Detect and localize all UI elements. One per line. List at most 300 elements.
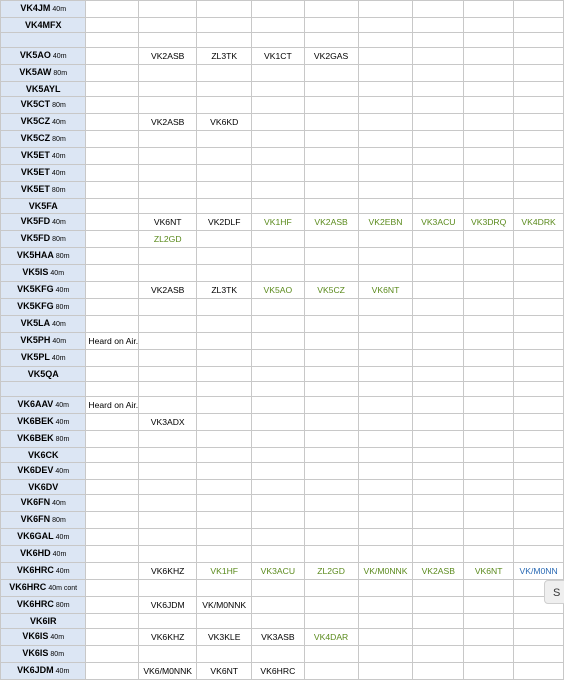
- callsign: VK5FD: [20, 216, 51, 226]
- contact-cell: [514, 1, 564, 18]
- contact-cell: [514, 299, 564, 316]
- contact-cell: [304, 148, 358, 165]
- note-cell: [86, 495, 139, 512]
- band-label: 40m cont: [48, 585, 78, 592]
- contact-cell: [413, 463, 464, 480]
- contact-cell: [358, 382, 413, 397]
- contact-cell: [464, 18, 514, 33]
- contact-cell: [304, 512, 358, 529]
- contact-cell: [514, 65, 564, 82]
- contact-cell: [252, 248, 304, 265]
- contact-cell: [197, 299, 252, 316]
- callsign: VK5LA: [20, 318, 51, 328]
- callsign-cell: [1, 82, 86, 97]
- contact-cell: [464, 82, 514, 97]
- contact-cell: [304, 82, 358, 97]
- table-row: [1, 65, 564, 82]
- contact-cell: [139, 512, 197, 529]
- contact-cell: VK2ASB: [139, 114, 197, 131]
- contact-cell: [413, 663, 464, 680]
- note-cell: [86, 367, 139, 382]
- band-label: 40m: [52, 500, 66, 507]
- callsign: VK5AW: [19, 67, 52, 77]
- band-label: 40m: [52, 551, 67, 558]
- contact-cell: [514, 414, 564, 431]
- contact-cell: [464, 350, 514, 367]
- contact-cell: [464, 199, 514, 214]
- table-row: [1, 333, 564, 350]
- contact-cell: [413, 646, 464, 663]
- contact-cell: [514, 350, 564, 367]
- contact-cell: [304, 1, 358, 18]
- callsign-cell: [1, 663, 86, 680]
- band-label: 40m: [55, 468, 70, 475]
- contact-cell: [197, 495, 252, 512]
- contact-cell: [514, 614, 564, 629]
- table-row: [1, 397, 564, 414]
- callsign: VK6FN: [20, 497, 51, 507]
- contact-cell: [464, 397, 514, 414]
- contact-cell: [464, 182, 514, 199]
- contact-cell: [358, 18, 413, 33]
- contact-cell: [139, 65, 197, 82]
- contact-cell: [464, 1, 514, 18]
- contact-cell: [197, 414, 252, 431]
- table-row: [1, 382, 564, 397]
- note-cell: [86, 299, 139, 316]
- contact-cell: [514, 480, 564, 495]
- contact-cell: [252, 480, 304, 495]
- contact-cell: [252, 82, 304, 97]
- contact-cell: [464, 463, 514, 480]
- contact-cell: [252, 614, 304, 629]
- callsign: VK5PL: [20, 352, 50, 362]
- contact-cell: VK2EBN: [358, 214, 413, 231]
- table-row: [1, 546, 564, 563]
- note-cell: [86, 1, 139, 18]
- contact-cell: VK1HF: [197, 563, 252, 580]
- contact-cell: [139, 333, 197, 350]
- note-cell: [86, 448, 139, 463]
- contact-cell: [197, 448, 252, 463]
- contact-cell: [358, 231, 413, 248]
- contact-cell: [252, 299, 304, 316]
- callsign-cell: [1, 333, 86, 350]
- contact-cell: [304, 97, 358, 114]
- contact-cell: [413, 1, 464, 18]
- contact-cell: [464, 148, 514, 165]
- callsign-cell: [1, 563, 86, 580]
- contact-cell: [413, 282, 464, 299]
- contact-cell: [139, 382, 197, 397]
- contact-cell: VK3DRQ: [464, 214, 514, 231]
- contact-cell: [139, 182, 197, 199]
- contact-cell: [197, 382, 252, 397]
- contact-cell: [413, 114, 464, 131]
- contact-cell: [139, 97, 197, 114]
- contact-cell: [514, 546, 564, 563]
- note-cell: [86, 397, 139, 414]
- contact-cell: [413, 629, 464, 646]
- contact-cell: [197, 333, 252, 350]
- contact-cell: [358, 248, 413, 265]
- contact-cell: [514, 431, 564, 448]
- note-cell: [86, 333, 139, 350]
- callsign: VK5IS: [22, 267, 49, 277]
- band-label: 80m: [55, 602, 70, 609]
- callsign-cell: [1, 282, 86, 299]
- callsign-cell: [1, 214, 86, 231]
- contact-cell: [413, 546, 464, 563]
- band-label: 80m: [55, 436, 70, 443]
- contact-cell: VK4DAR: [304, 629, 358, 646]
- callsign: VK6HRC: [16, 599, 54, 609]
- band-label: 80m: [53, 70, 68, 77]
- contact-cell: [304, 265, 358, 282]
- contact-cell: [464, 231, 514, 248]
- contact-cell: [413, 480, 464, 495]
- table-row: [1, 350, 564, 367]
- contact-cell: [358, 463, 413, 480]
- contact-cell: [358, 367, 413, 382]
- contact-cell: [358, 333, 413, 350]
- contact-cell: [514, 463, 564, 480]
- table-row: [1, 431, 564, 448]
- note-cell: [86, 165, 139, 182]
- contact-cell: VK2DLF: [197, 214, 252, 231]
- contact-cell: [413, 199, 464, 214]
- band-label: 80m: [55, 253, 70, 260]
- contact-cell: [358, 448, 413, 463]
- contact-cell: [464, 529, 514, 546]
- contact-cell: [413, 333, 464, 350]
- contact-cell: [413, 367, 464, 382]
- contact-cell: [464, 663, 514, 680]
- table-row: [1, 231, 564, 248]
- callsign-cell: [1, 597, 86, 614]
- table-row: [1, 248, 564, 265]
- contact-cell: [413, 97, 464, 114]
- note-cell: [86, 463, 139, 480]
- callsign-cell: [1, 397, 86, 414]
- contact-cell: [358, 33, 413, 48]
- contact-cell: [514, 199, 564, 214]
- contact-cell: VK3ASB: [252, 629, 304, 646]
- callsign-cell: [1, 367, 86, 382]
- callsign-cell: [1, 448, 86, 463]
- contact-cell: [304, 248, 358, 265]
- contact-cell: VK1CT: [252, 48, 304, 65]
- contact-cell: [464, 114, 514, 131]
- contact-cell: [139, 350, 197, 367]
- contact-cell: [358, 165, 413, 182]
- table-row: [1, 48, 564, 65]
- contact-cell: [197, 546, 252, 563]
- contact-cell: [413, 529, 464, 546]
- callsign: VK5AYL: [25, 84, 61, 94]
- table-row: [1, 82, 564, 97]
- contact-cell: [514, 131, 564, 148]
- table-row: [1, 495, 564, 512]
- contact-cell: [413, 148, 464, 165]
- contact-cell: [139, 33, 197, 48]
- contact-cell: [197, 248, 252, 265]
- callsign-cell: [1, 382, 86, 397]
- contact-cell: [197, 350, 252, 367]
- contact-cell: [304, 448, 358, 463]
- note-cell: [86, 48, 139, 65]
- callsign: VK6GAL: [17, 531, 54, 541]
- contact-cell: VK3ADX: [139, 414, 197, 431]
- callsign-cell: [1, 299, 86, 316]
- note-cell: [86, 148, 139, 165]
- table-row: [1, 367, 564, 382]
- note-cell: [86, 480, 139, 495]
- contact-cell: [252, 131, 304, 148]
- contact-cell: [413, 182, 464, 199]
- contact-cell: [252, 165, 304, 182]
- table-row: [1, 282, 564, 299]
- contact-cell: [197, 480, 252, 495]
- contact-cell: [358, 646, 413, 663]
- contact-cell: [252, 316, 304, 333]
- band-label: 40m: [55, 534, 70, 541]
- contact-cell: [304, 299, 358, 316]
- callsign-cell: [1, 65, 86, 82]
- contact-cell: [358, 663, 413, 680]
- note-cell: [86, 529, 139, 546]
- contact-cell: [413, 431, 464, 448]
- callsign-cell: [1, 165, 86, 182]
- contact-cell: [304, 663, 358, 680]
- contact-cell: VK5CZ: [304, 282, 358, 299]
- contact-cell: [252, 646, 304, 663]
- band-label: 40m: [52, 6, 67, 13]
- contact-cell: [413, 448, 464, 463]
- contact-cell: [358, 580, 413, 597]
- contact-cell: [252, 397, 304, 414]
- note-cell: [86, 546, 139, 563]
- contact-cell: [413, 48, 464, 65]
- note-text: Heard on Air.: [88, 400, 139, 410]
- contact-cell: [358, 299, 413, 316]
- contact-cell: [358, 65, 413, 82]
- contact-cell: [514, 663, 564, 680]
- callsign: VK5FA: [28, 201, 58, 211]
- table-row: [1, 18, 564, 33]
- contact-cell: VK4DRK: [514, 214, 564, 231]
- callsign: VK6BEK: [17, 433, 54, 443]
- contact-cell: [358, 480, 413, 495]
- contact-cell: [139, 248, 197, 265]
- contact-cell: [252, 463, 304, 480]
- contact-cell: [464, 480, 514, 495]
- contact-cell: [464, 512, 514, 529]
- contact-cell: [304, 65, 358, 82]
- note-cell: [86, 316, 139, 333]
- contact-cell: [197, 33, 252, 48]
- contact-cell: VK/M0NNK: [197, 597, 252, 614]
- contact-cell: VK3KLE: [197, 629, 252, 646]
- band-label: 80m: [55, 304, 70, 311]
- contact-cell: ZL2GD: [304, 563, 358, 580]
- contact-cell: [252, 529, 304, 546]
- contact-cell: [358, 131, 413, 148]
- contact-cell: [358, 614, 413, 629]
- contact-cell: [464, 48, 514, 65]
- contact-cell: [304, 414, 358, 431]
- callsign: VK6HD: [20, 548, 51, 558]
- contact-cell: [514, 231, 564, 248]
- contact-cell: [413, 33, 464, 48]
- callsign: VK6DEV: [17, 465, 54, 475]
- table-row: [1, 199, 564, 214]
- contact-cell: [252, 382, 304, 397]
- contact-cell: [139, 480, 197, 495]
- contact-cell: [197, 1, 252, 18]
- contact-cell: [139, 18, 197, 33]
- contact-cell: [514, 248, 564, 265]
- contact-cell: [413, 495, 464, 512]
- contact-cell: [252, 199, 304, 214]
- contact-cell: [464, 33, 514, 48]
- table-row: [1, 463, 564, 480]
- contact-cell: [139, 367, 197, 382]
- contact-cell: [304, 350, 358, 367]
- callsign: VK6HRC: [16, 565, 54, 575]
- callsign: VK6HRC: [9, 582, 47, 592]
- callsign-cell: [1, 265, 86, 282]
- note-cell: [86, 282, 139, 299]
- table-row: [1, 563, 564, 580]
- contact-cell: [358, 97, 413, 114]
- band-label: 40m: [51, 153, 66, 160]
- contact-cell: VK2ASB: [413, 563, 464, 580]
- contact-cell: [304, 463, 358, 480]
- contact-cell: [464, 546, 514, 563]
- contact-cell: [514, 316, 564, 333]
- callsign-cell: [1, 350, 86, 367]
- callsign-cell: [1, 182, 86, 199]
- scroll-button[interactable]: S: [544, 580, 564, 604]
- contact-cell: [252, 231, 304, 248]
- table-row: [1, 299, 564, 316]
- contact-cell: VK2ASB: [304, 214, 358, 231]
- band-label: 40m: [55, 402, 69, 409]
- note-cell: [86, 131, 139, 148]
- callsign-cell: [1, 646, 86, 663]
- callsign-cell: [1, 414, 86, 431]
- band-label: 40m: [55, 287, 70, 294]
- contact-cell: [464, 65, 514, 82]
- contact-cell: [464, 580, 514, 597]
- contact-cell: [139, 463, 197, 480]
- contact-cell: [514, 165, 564, 182]
- contact-cell: [304, 333, 358, 350]
- callsign: VK4MFX: [24, 20, 62, 30]
- note-cell: [86, 182, 139, 199]
- table-row: [1, 512, 564, 529]
- contact-cell: [252, 1, 304, 18]
- contact-cell: [514, 148, 564, 165]
- table-row: [1, 148, 564, 165]
- note-cell: [86, 231, 139, 248]
- contact-cell: [413, 18, 464, 33]
- contact-cell: ZL3TK: [197, 282, 252, 299]
- contact-cell: [197, 97, 252, 114]
- callsign: VK5HAA: [16, 250, 54, 260]
- callsign-cell: [1, 580, 86, 597]
- contact-cell: [514, 18, 564, 33]
- contact-cell: [413, 614, 464, 629]
- callsign: VK5ET: [20, 150, 50, 160]
- band-label: 80m: [52, 102, 66, 109]
- contact-cell: [139, 646, 197, 663]
- callsign: VK5ET: [20, 167, 50, 177]
- table-row: [1, 97, 564, 114]
- callsign-cell: [1, 148, 86, 165]
- contact-cell: [252, 148, 304, 165]
- contact-cell: [139, 448, 197, 463]
- callsign-cell: [1, 431, 86, 448]
- band-label: 40m: [51, 170, 66, 177]
- callsign-cell: [1, 512, 86, 529]
- contact-cell: [197, 614, 252, 629]
- contact-cell: [197, 165, 252, 182]
- contact-cell: [304, 165, 358, 182]
- contact-cell: ZL2GD: [139, 231, 197, 248]
- contact-cell: [464, 97, 514, 114]
- contact-cell: [413, 231, 464, 248]
- contact-cell: [197, 199, 252, 214]
- note-cell: [86, 248, 139, 265]
- contact-cell: [358, 495, 413, 512]
- contact-cell: VK1HF: [252, 214, 304, 231]
- contact-cell: [358, 265, 413, 282]
- callsign: VK6FN: [20, 514, 51, 524]
- contact-cell: [464, 367, 514, 382]
- contact-cell: VK6NT: [197, 663, 252, 680]
- contact-cell: [464, 316, 514, 333]
- contact-cell: VK6NT: [139, 214, 197, 231]
- contact-cell: [413, 512, 464, 529]
- contact-cell: [413, 580, 464, 597]
- callsign: VK5KFG: [17, 284, 54, 294]
- band-label: 40m: [55, 668, 70, 675]
- contact-cell: [358, 350, 413, 367]
- contact-cell: [197, 431, 252, 448]
- contact-cell: [139, 546, 197, 563]
- contact-cell: [304, 597, 358, 614]
- note-cell: [86, 214, 139, 231]
- callsign: VK6IS: [22, 648, 49, 658]
- contact-cell: [252, 265, 304, 282]
- contact-cell: [514, 495, 564, 512]
- contact-cell: [464, 448, 514, 463]
- callsign-cell: [1, 18, 86, 33]
- contact-cell: [304, 546, 358, 563]
- note-cell: [86, 65, 139, 82]
- band-label: 80m: [52, 236, 66, 243]
- contact-cell: [413, 265, 464, 282]
- contact-cell: [197, 529, 252, 546]
- note-cell: [86, 97, 139, 114]
- note-text: Heard on Air.: [88, 336, 139, 346]
- callsign: VK6IS: [22, 631, 49, 641]
- callsign-cell: [1, 529, 86, 546]
- contact-cell: [197, 397, 252, 414]
- table-row: [1, 33, 564, 48]
